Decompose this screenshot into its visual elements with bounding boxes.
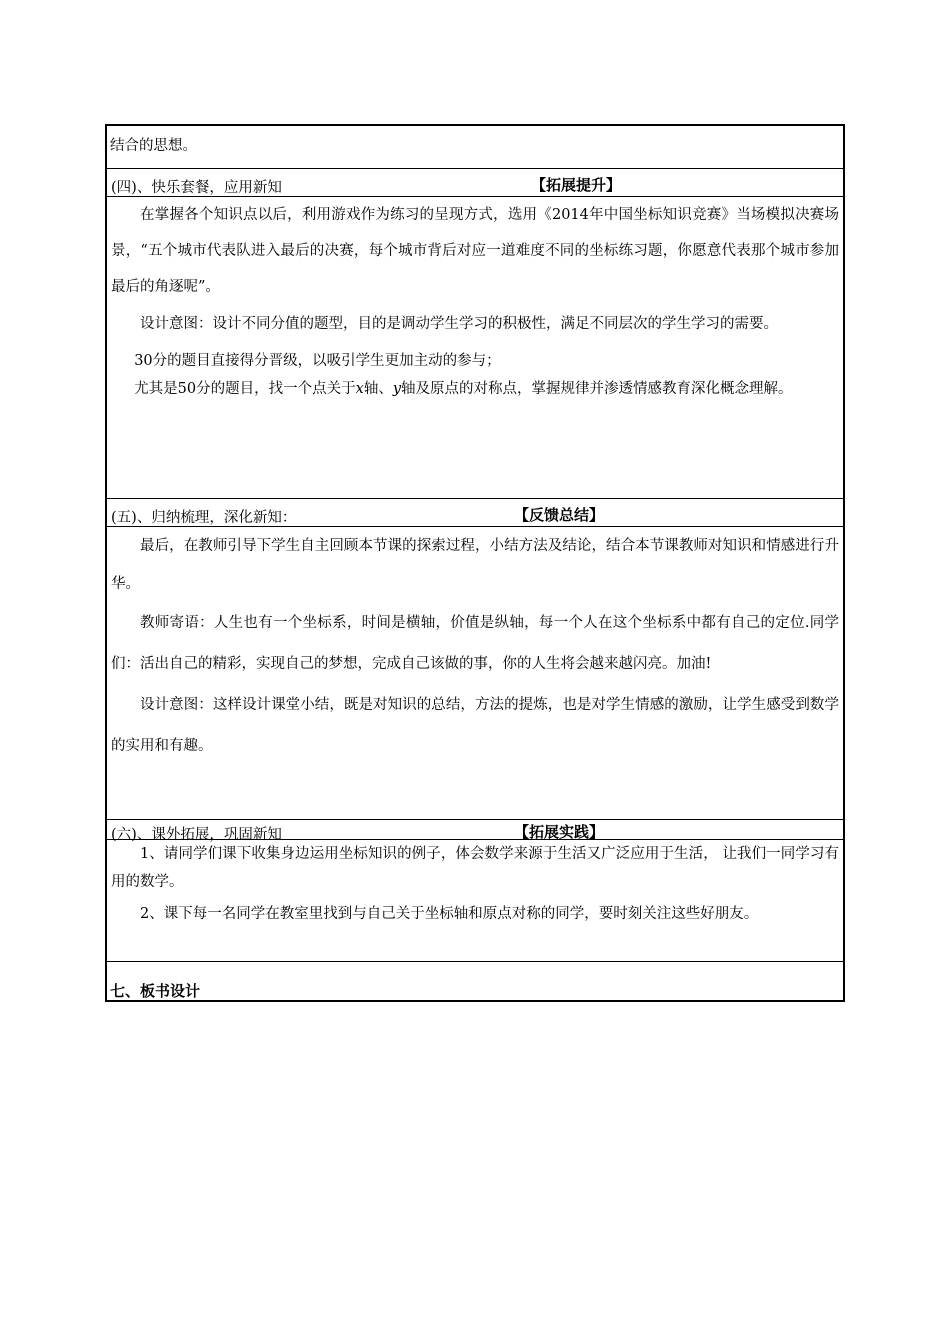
section-4-paragraph-1: 在掌握各个知识点以后，利用游戏作为练习的呈现方式，选用《2014年中国坐标知识竞赛》当场模拟决赛场景，“五个城市代表队进入最后的决赛，每个城市背后对应一道难度不同的坐标练习题，你愿意代表那个城市参加最后的角逐呢”。 [111,207,839,295]
section-7-title: 七、板书设计 [110,982,201,1000]
section-7-row [107,962,843,1000]
section-4-tag: 【拓展提升】 [531,176,622,194]
section-6-paragraph-1: 1、请同学们课下收集身边运用坐标知识的例子，体会数学来源于生活又广泛应用于生活， 让我们一同学习有用的数学。 [111,846,839,890]
section-6-title: (六)、课外拓展，巩固新知 [111,827,282,843]
section-4-paragraph-4 [107,375,843,403]
section-6-paragraph-2: 2、课下每一名同学在教室里找到与自己关于坐标轴和原点对称的同学，要时刻关注这些好朋友。 [140,906,759,922]
section-4-p4-part-a: 尤其是50分的题目，找一个点关于 [134,381,356,397]
section-4-title: (四)、快乐套餐，应用新知 [111,180,282,196]
section-6-tag: 【拓展实践】 [514,823,605,841]
section-5-paragraph-2: 教师寄语：人生也有一个坐标系，时间是横轴，价值是纵轴，每一个人在这个坐标系中都有自己的定位.同学们：活出自己的精彩，实现自己的梦想，完成自己该做的事，你的人生将会越来越闪亮。加油! [111,615,839,672]
x-axis-symbol: x [355,381,364,397]
section-4-header [107,169,843,197]
section-5-body [107,527,843,820]
section-5-paragraph-1: 最后，在教师引导下学生自主回顾本节课的探索过程，小结方法及结论，结合本节课教师对知识和情感进行升华。 [111,538,839,592]
section-4-p4-part-b: 轴、 [363,381,393,397]
section-4-p4-part-c: 轴及原点的对称点，掌握规律并渗透情感教育深化概念理解。 [401,381,793,397]
section-4-body [107,197,843,499]
continuation-text: 结合的思想。 [110,138,197,154]
y-axis-symbol: y [392,381,402,397]
section-5-tag: 【反馈总结】 [514,506,605,524]
section-4-paragraph-2: 设计意图：设计不同分值的题型，目的是调动学生学习的积极性，满足不同层次的学生学习的需要。 [140,316,778,332]
section-5-paragraph-3: 设计意图：这样设计课堂小结，既是对知识的总结，方法的提炼，也是对学生情感的激励，让学生感受到数学的实用和有趣。 [111,697,839,754]
section-6-header [107,820,843,843]
section-5-header [107,499,843,527]
continuation-row [107,126,843,169]
section-4-paragraph-3: 30分的题目直接得分晋级，以吸引学生更加主动的参与； [134,353,501,369]
section-5-title: (五)、归纳梳理，深化新知： [111,510,297,526]
lesson-plan-table [105,124,845,1002]
section-6-body [107,840,843,962]
